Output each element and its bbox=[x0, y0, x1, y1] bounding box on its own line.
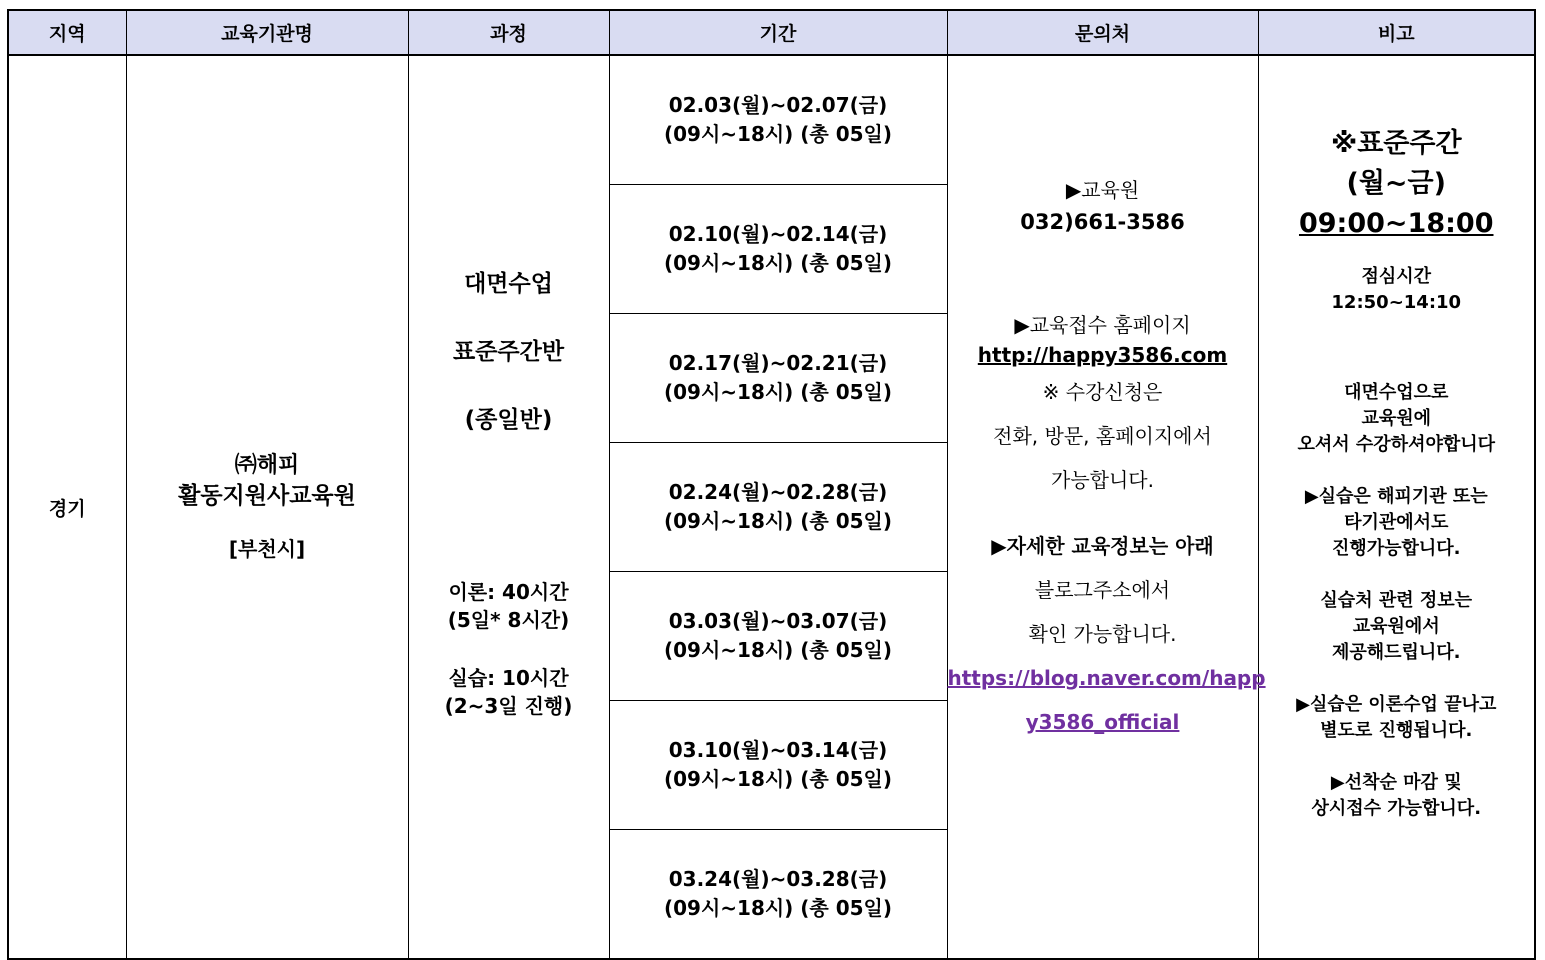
course-practice-detail: (2~3일 진행) bbox=[444, 694, 573, 718]
period-dates: 02.24(월)~02.28(금) bbox=[668, 480, 888, 504]
period-cell bbox=[609, 55, 947, 185]
contact-info3: 확인 가능합니다. bbox=[1028, 622, 1177, 646]
notes-lunch-time: 12:50~14:10 bbox=[1331, 292, 1462, 313]
period-dates: 02.10(월)~02.14(금) bbox=[668, 222, 888, 246]
header-period: 기간 bbox=[609, 10, 947, 55]
period-dates: 03.03(월)~03.07(금) bbox=[668, 609, 888, 633]
header-region: 지역 bbox=[8, 10, 126, 55]
period-hours: (09시~18시) (총 05일) bbox=[663, 638, 893, 662]
header-row bbox=[8, 10, 1535, 55]
period-hours: (09시~18시) (총 05일) bbox=[663, 251, 893, 275]
course-cell bbox=[408, 55, 609, 959]
institution-name: 활동지원사교육원 bbox=[178, 482, 356, 509]
notes-std-title: ※표준주간 bbox=[1330, 128, 1462, 159]
contact-phone[interactable]: 032)661-3586 bbox=[1020, 210, 1185, 234]
header-notes: 비고 bbox=[1258, 10, 1535, 55]
homepage-link[interactable]: http://happy3586.com bbox=[977, 343, 1228, 367]
period-hours: (09시~18시) (총 05일) bbox=[663, 509, 893, 533]
blog-link-part2[interactable]: y3586_official bbox=[1025, 710, 1180, 734]
course-theory-detail: (5일* 8시간) bbox=[447, 608, 570, 632]
period-dates: 03.10(월)~03.14(금) bbox=[668, 738, 888, 762]
contact-center-label: ▶교육원 bbox=[1065, 178, 1140, 202]
institution-cell bbox=[126, 55, 408, 959]
period-dates: 02.17(월)~02.21(금) bbox=[668, 351, 888, 375]
period-hours: (09시~18시) (총 05일) bbox=[663, 122, 893, 146]
notes-paragraph: 대면수업으로 교육원에 오셔서 수강하셔야합니다 bbox=[1297, 382, 1496, 455]
contact-info2: 블로그주소에서 bbox=[1034, 578, 1171, 602]
contact-info1: ▶자세한 교육정보는 아래 bbox=[991, 534, 1214, 558]
contact-cell bbox=[947, 55, 1266, 959]
contact-note1: ※ 수강신청은 bbox=[1042, 380, 1163, 404]
notes-paragraph: 실습처 관련 정보는 교육원에서 제공해드립니다. bbox=[1320, 590, 1473, 663]
course-name: 표준주간반 bbox=[452, 339, 565, 365]
contact-note3: 가능합니다. bbox=[1051, 468, 1154, 492]
notes-lunch-label: 점심시간 bbox=[1361, 266, 1432, 287]
period-cell bbox=[609, 443, 947, 572]
period-hours: (09시~18시) (총 05일) bbox=[663, 896, 893, 920]
course-practice: 실습: 10시간 bbox=[448, 666, 569, 690]
period-cell bbox=[609, 572, 947, 701]
header-course: 과정 bbox=[408, 10, 609, 55]
period-cell bbox=[609, 314, 947, 443]
course-theory: 이론: 40시간 bbox=[448, 580, 569, 604]
period-dates: 02.03(월)~02.07(금) bbox=[668, 93, 888, 117]
institution-city: [부천시] bbox=[228, 536, 306, 561]
notes-cell bbox=[1258, 55, 1535, 959]
period-cell bbox=[609, 830, 947, 960]
period-cell bbox=[609, 701, 947, 830]
notes-paragraph: ▶선착순 마감 및 상시접수 가능합니다. bbox=[1311, 772, 1482, 819]
blog-link-part1[interactable]: https://blog.naver.com/happ bbox=[947, 666, 1266, 690]
period-cell bbox=[609, 185, 947, 314]
schedule-table bbox=[7, 9, 1536, 960]
period-hours: (09시~18시) (총 05일) bbox=[663, 767, 893, 791]
institution-line1: ㈜해피 bbox=[234, 452, 300, 478]
notes-paragraph: ▶실습은 이론수업 끝나고 별도로 진행됩니다. bbox=[1296, 694, 1497, 741]
notes-paragraph: ▶실습은 해피기관 또는 타기관에서도 진행가능합니다. bbox=[1304, 486, 1488, 559]
notes-std-days: (월~금) bbox=[1346, 168, 1446, 199]
region-cell: 경기 bbox=[8, 55, 126, 959]
course-schedule: (종일반) bbox=[464, 407, 553, 433]
contact-note2: 전화, 방문, 홈페이지에서 bbox=[993, 424, 1212, 448]
period-dates: 03.24(월)~03.28(금) bbox=[668, 867, 888, 891]
period-hours: (09시~18시) (총 05일) bbox=[663, 380, 893, 404]
header-institution: 교육기관명 bbox=[126, 10, 408, 55]
contact-homepage-label: ▶교육접수 홈페이지 bbox=[1014, 313, 1191, 337]
course-type: 대면수업 bbox=[464, 271, 553, 297]
header-contact: 문의처 bbox=[947, 10, 1258, 55]
notes-std-time: 09:00~18:00 bbox=[1298, 208, 1494, 239]
